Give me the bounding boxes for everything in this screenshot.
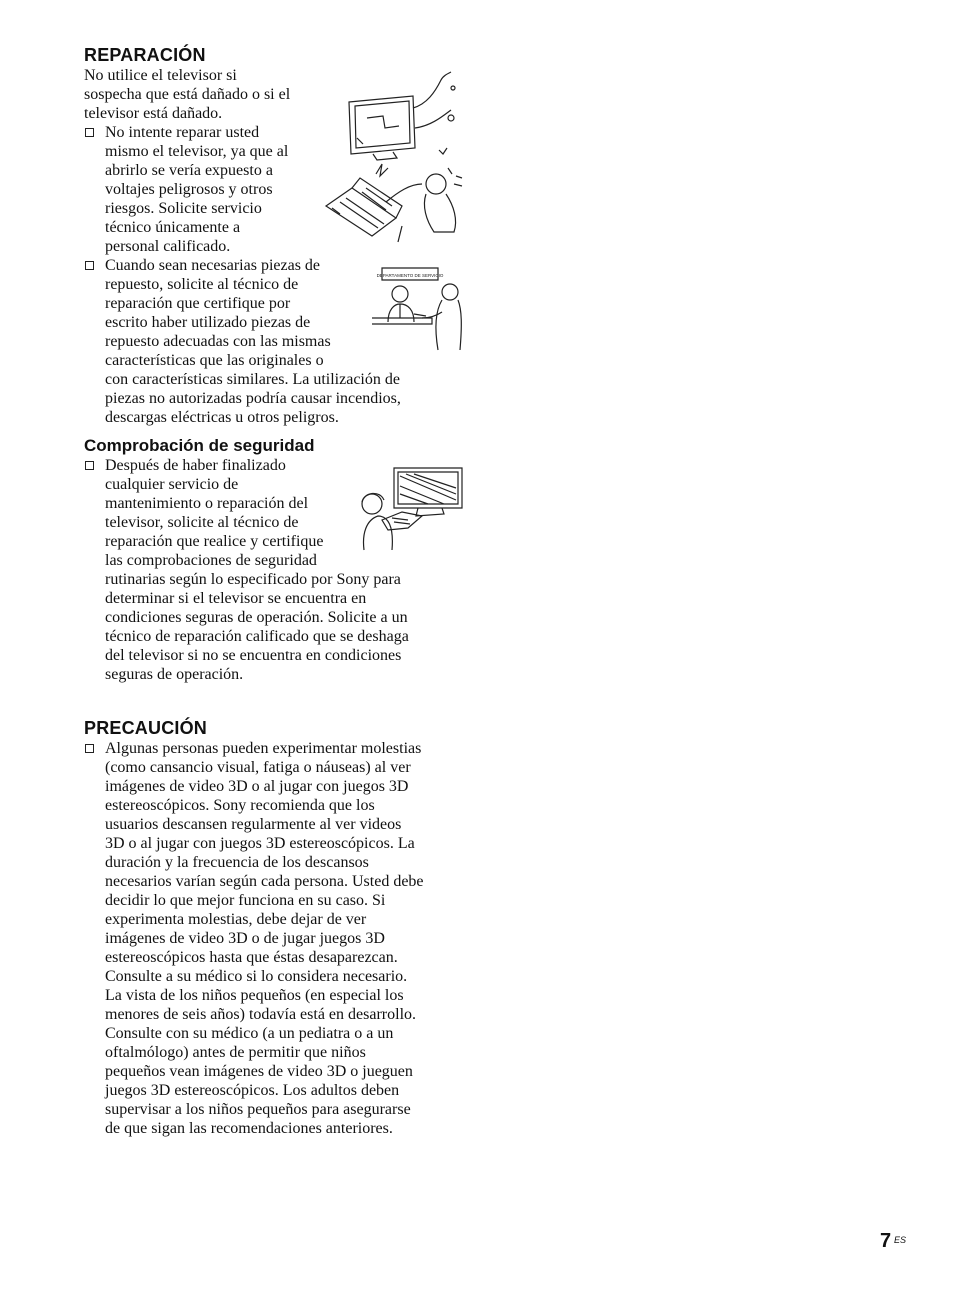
- seguridad-bullet-1: Después de haber finalizado cualquier servicio de mantenimiento o reparación del televisor, solicite al técnico de reparación que realice y certifique las comprobaciones de seguridad rutinarias según lo especificado por Sony para determinar si el televisor se encuentra en condiciones seguras de operación. Solicite a un técnico de reparación calificado que se deshaga del televisor si no se encuentra en condiciones seguras de operación.: [84, 456, 464, 684]
- section-heading-seguridad: Comprobación de seguridad: [84, 436, 315, 455]
- bullet-box-icon: [85, 128, 94, 137]
- page-number: 7: [880, 1230, 892, 1252]
- reparacion-bullet-1: No intente reparar usted mismo el televisor, ya que al abrirlo se vería expuesto a voltajes peligrosos y otros riesgos. Solicite servicio técnico únicamente a personal calificado.: [84, 123, 464, 256]
- section-heading-precaucion: PRECAUCIÓN: [84, 718, 208, 738]
- precaucion-bullet-1: Algunas personas pueden experimentar molestias (como cansancio visual, fatiga o náuseas) al ver imágenes de video 3D o al jugar con juegos 3D estereoscópicos. Sony recomienda que los usuarios descansen regularmente al ver videos 3D o al jugar con juegos 3D estereoscópicos. La duración y la frecuencia de los descansos necesarios varían según cada persona. Usted debe decidir lo que mejor funciona en su caso. Si experimenta molestias, debe dejar de ver imágenes de video 3D o de jugar juegos 3D estereoscópicos hasta que éstas desaparezcan. Consulte a su médico si lo considera necesario. La vista de los niños pequeños (en especial los menores de seis años) todavía está en desarrollo. Consulte con su médico (a un pediatra o a un oftalmólogo) antes de permitir que niños pequeños vean imágenes de video 3D o jueguen juegos 3D estereoscópicos. Los adultos deben supervisar a los niños pequeños para asegurarse de que sigan las recomendaciones anteriores.: [84, 739, 464, 1138]
- bullet-box-icon: [85, 744, 94, 753]
- reparacion-intro: No utilice el televisor si sospecha que está dañado o si el televisor está dañado.: [84, 67, 291, 122]
- bullet-box-icon: [85, 261, 94, 270]
- service-sign-label: DEPARTAMENTO DE SERVICIO: [376, 273, 444, 278]
- bullet-box-icon: [85, 461, 94, 470]
- section-heading-reparacion: REPARACIÓN: [84, 45, 206, 65]
- reparacion-bullet-2: Cuando sean necesarias piezas de repuesto, solicite al técnico de reparación que certifique por escrito haber utilizado piezas de repuesto adecuadas con las mismas características que las originales o con características similares. La utilización de piezas no autorizadas podría causar incendios, descargas eléctricas u otros peligros.: [84, 256, 464, 427]
- page-language-code: ES: [894, 1235, 907, 1245]
